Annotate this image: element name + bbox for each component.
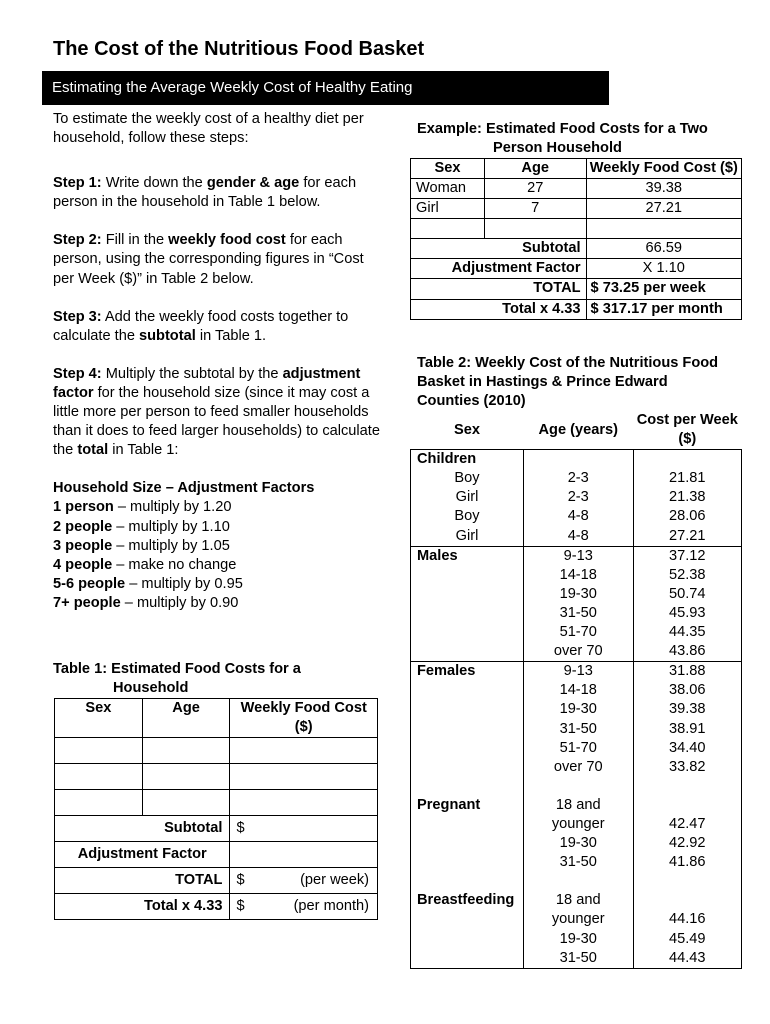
dollar-sign: $ — [236, 898, 245, 915]
table2-header: Sex — [453, 421, 480, 438]
adjustment-size: 1 person — [53, 499, 114, 516]
adjustment-item — [53, 556, 383, 575]
per-week-label: (per week) — [300, 872, 369, 889]
age-value: 9-13 — [563, 547, 593, 564]
adjustment-rule: – multiply by 0.90 — [120, 594, 239, 611]
table2-caption-line: Table 2: Weekly Cost of the Nutritious Food — [417, 355, 719, 371]
step-4-bold: adjustment factor — [53, 365, 361, 401]
adjustment-item — [53, 575, 383, 594]
adjustment-size: 3 people — [53, 537, 113, 554]
table1-cell[interactable] — [55, 790, 143, 816]
adjustment-rule: – multiply by 1.05 — [112, 537, 230, 554]
age-value: 51-70 — [559, 624, 597, 641]
age-value: 14-18 — [559, 566, 597, 583]
step-1-bold: gender & age — [206, 175, 300, 192]
example-caption-line: Example: Estimated Food Costs for a Two — [417, 121, 708, 137]
cost-value: 33.82 — [669, 758, 706, 775]
cost-value: 50.74 — [669, 585, 706, 602]
table2-cost-cell — [633, 662, 741, 969]
example-total433-value: $ 317.17 per month — [586, 299, 741, 319]
cost-value: 39.38 — [669, 701, 706, 718]
cost-value: 42.47 — [669, 815, 706, 832]
step-3-text: Add the weekly food costs together to calculate the — [53, 308, 349, 344]
example-cost: 39.38 — [586, 179, 741, 199]
page-title: The Cost of the Nutritious Food Basket — [53, 38, 425, 60]
table2-caption — [417, 354, 752, 411]
adjustment-rule: – multiply by 1.10 — [112, 518, 230, 535]
instructions — [53, 110, 383, 613]
example-sex: Girl — [411, 199, 485, 219]
step-4-text-2: for the household size (since it may cost a little more per person to feed smaller households than it does to feed larger households) to calculate the — [53, 384, 380, 459]
sex-label: Boy — [454, 470, 480, 487]
example-header: Age — [484, 159, 586, 179]
adjustment-size: 5-6 people — [53, 575, 126, 592]
age-value: 2-3 — [567, 470, 589, 487]
table2-group-females — [411, 662, 742, 969]
per-month-label: (per month) — [293, 898, 369, 915]
example-age: 7 — [484, 199, 586, 219]
age-value: 31-50 — [559, 854, 597, 871]
table2-caption-line: Counties (2010) — [417, 393, 526, 410]
cost-value: 52.38 — [669, 566, 706, 583]
cost-value: 44.35 — [669, 624, 706, 641]
table1-cell[interactable] — [230, 738, 378, 764]
adjustment-rule: – multiply by 1.20 — [113, 499, 232, 516]
group-label: Children — [417, 451, 477, 468]
cost-value: 44.16 — [669, 911, 706, 928]
table2-age-cell — [523, 662, 633, 969]
sex-label: Girl — [455, 527, 479, 544]
cost-value: 45.49 — [669, 930, 706, 947]
table1-cell[interactable] — [230, 790, 378, 816]
adjustment-heading: Household Size – Adjustment Factors — [53, 480, 315, 497]
step-1-label: Step 1: — [53, 175, 102, 192]
age-value: 19-30 — [559, 701, 597, 718]
step-3-label: Step 3: — [53, 308, 102, 325]
age-value: 19-30 — [559, 930, 597, 947]
table2-age-cell — [523, 546, 633, 662]
table1-cell[interactable] — [230, 764, 378, 790]
age-value: 18 and — [555, 892, 601, 909]
sex-label: Boy — [454, 508, 480, 525]
table1-row — [55, 790, 378, 816]
age-value: 31-50 — [559, 604, 597, 621]
cost-value: 41.86 — [669, 854, 706, 871]
age-value: 31-50 — [559, 720, 597, 737]
table1-caption-line: Table 1: Estimated Food Costs for a — [53, 661, 301, 677]
adjustment-size: 7+ people — [53, 594, 121, 611]
table1-header: Age — [142, 699, 230, 738]
group-label: Females — [417, 663, 476, 680]
table2-age-cell — [523, 450, 633, 546]
group-label: Pregnant — [417, 796, 481, 813]
age-value: 14-18 — [559, 682, 597, 699]
step-2-text-2: for each person, using the corresponding figures in “Cost per Week ($)” in Table 2 below. — [53, 232, 364, 287]
table2-sex-cell — [411, 546, 524, 662]
example-cell — [411, 219, 485, 239]
adjustment-item — [53, 537, 383, 556]
adjustment-item — [53, 594, 383, 613]
table1-cell[interactable] — [142, 738, 230, 764]
table1-adjustment-value[interactable] — [230, 842, 378, 868]
step-1 — [53, 174, 383, 212]
example-total433-label: Total x 4.33 — [411, 299, 587, 319]
example-row — [411, 199, 742, 219]
age-value: over 70 — [553, 758, 603, 775]
example-adjustment-value: X 1.10 — [586, 259, 741, 279]
example-adjustment-label: Adjustment Factor — [411, 259, 587, 279]
example-subtotal-label: Subtotal — [411, 239, 587, 259]
step-4-bold-2: total — [77, 442, 109, 459]
adjustment-item — [53, 518, 383, 537]
cost-value: 45.93 — [669, 604, 706, 621]
table1-cell[interactable] — [55, 738, 143, 764]
example-subtotal-value: 66.59 — [586, 239, 741, 259]
table2-header: Cost per Week ($) — [636, 412, 738, 448]
step-2-text: Fill in the — [101, 232, 169, 249]
cost-value: 28.06 — [669, 508, 706, 525]
table2-cost-cell — [633, 546, 741, 662]
cost-value: 42.92 — [669, 835, 706, 852]
step-2-bold: weekly food cost — [168, 232, 286, 249]
age-value: 51-70 — [559, 739, 597, 756]
step-3-text-2: in Table 1. — [195, 327, 267, 344]
age-value: 31-50 — [559, 949, 597, 966]
table2-sex-cell — [411, 450, 524, 546]
age-value: 19-30 — [559, 835, 597, 852]
group-label: Males — [417, 547, 458, 564]
intro-text: To estimate the weekly cost of a healthy diet per household, follow these steps: — [53, 111, 364, 147]
table1-total-value[interactable] — [230, 868, 378, 894]
age-value: over 70 — [553, 643, 603, 660]
table1-subtotal-label: Subtotal — [55, 816, 230, 842]
step-4-text: Multiply the subtotal by the — [101, 365, 283, 382]
age-value: 4-8 — [567, 508, 589, 525]
example-header: Sex — [411, 159, 485, 179]
cost-value: 37.12 — [669, 547, 706, 564]
table2-sex-cell — [411, 662, 524, 969]
cost-value: 38.06 — [669, 682, 706, 699]
table1 — [54, 698, 378, 920]
example-cost: 27.21 — [586, 199, 741, 219]
table1-total-label: TOTAL — [55, 868, 230, 894]
table1-caption — [53, 660, 383, 698]
table1-total433-value[interactable] — [230, 894, 378, 920]
group-label: Breastfeeding — [417, 892, 515, 909]
adjustment-rule: – multiply by 0.95 — [125, 575, 243, 592]
table1-cell[interactable] — [142, 764, 230, 790]
table1-caption-line: Household — [113, 680, 189, 697]
adjustment-size: 2 people — [53, 518, 113, 535]
example-header: Weekly Food Cost ($) — [586, 159, 741, 179]
cost-value: 44.43 — [669, 949, 706, 966]
step-1-text: Write down the — [101, 175, 207, 192]
table1-header: Weekly Food Cost ($) — [230, 699, 378, 738]
table1-cell[interactable] — [55, 764, 143, 790]
step-3-bold: subtotal — [139, 327, 196, 344]
step-1-text-2: for each person in the household in Table 1 below. — [53, 175, 357, 211]
example-table — [410, 158, 742, 320]
table1-subtotal-value[interactable]: $ — [230, 816, 378, 842]
example-total-label: TOTAL — [411, 279, 587, 299]
adjustment-rule: – make no change — [112, 556, 237, 573]
step-4-text-3: in Table 1: — [108, 442, 179, 459]
example-age: 27 — [484, 179, 586, 199]
age-value: younger — [551, 815, 605, 832]
age-value: 4-8 — [567, 527, 589, 544]
example-caption — [417, 120, 747, 158]
step-2 — [53, 231, 383, 288]
table1-header: Sex — [55, 699, 143, 738]
example-row — [411, 219, 742, 239]
table2-caption-line: Basket in Hastings & Prince Edward — [417, 374, 668, 391]
table2-header: Age (years) — [538, 421, 618, 438]
step-4 — [53, 365, 383, 460]
subtitle-banner: Estimating the Average Weekly Cost of Healthy Eating — [42, 71, 609, 105]
table2-cost-cell — [633, 450, 741, 546]
table1-adjustment-label: Adjustment Factor — [55, 842, 230, 868]
sex-label: Girl — [455, 489, 479, 506]
table2-group-males — [411, 546, 742, 662]
age-value: 2-3 — [567, 489, 589, 506]
step-2-label: Step 2: — [53, 232, 102, 249]
adjustment-size: 4 people — [53, 556, 113, 573]
age-value: 19-30 — [559, 585, 597, 602]
cost-value: 21.81 — [669, 470, 706, 487]
cost-value: 34.40 — [669, 739, 706, 756]
age-value: 9-13 — [563, 663, 593, 680]
cost-value: 31.88 — [669, 663, 706, 680]
step-4-label: Step 4: — [53, 365, 102, 382]
adjustment-item — [53, 498, 383, 517]
step-3 — [53, 308, 383, 346]
example-caption-line: Person Household — [493, 140, 622, 157]
dollar-sign: $ — [236, 872, 245, 889]
age-value: younger — [551, 911, 605, 928]
age-value: 18 and — [555, 796, 601, 813]
example-total-value: $ 73.25 per week — [586, 279, 741, 299]
example-cell — [586, 219, 741, 239]
table1-cell[interactable] — [142, 790, 230, 816]
example-row — [411, 179, 742, 199]
cost-value: 21.38 — [669, 489, 706, 506]
table2-group-children — [411, 450, 742, 546]
example-sex: Woman — [411, 179, 485, 199]
cost-value: 38.91 — [669, 720, 706, 737]
table1-row — [55, 764, 378, 790]
cost-value: 43.86 — [669, 643, 706, 660]
cost-value: 27.21 — [669, 527, 706, 544]
table1-row — [55, 738, 378, 764]
example-cell — [484, 219, 586, 239]
table2 — [410, 411, 742, 969]
table1-total433-label: Total x 4.33 — [55, 894, 230, 920]
